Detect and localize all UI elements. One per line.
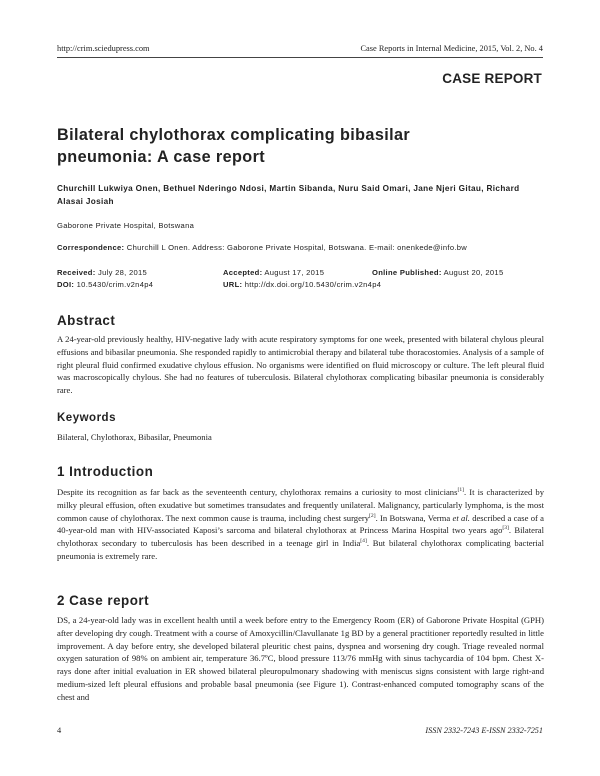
citation-4[interactable]: [4] [360,538,367,545]
intro-text-1: Despite its recognition as far back as the seventeenth century, chylothorax remains a curiosity to most clinicians [57,487,458,497]
intro-text-6: . But bilateral chylothorax complicating bacterial pneumonia is extremely rare. [57,538,545,561]
header-rule [57,57,543,58]
introduction-heading: 1 Introduction [57,464,154,479]
issn: ISSN 2332-7243 E-ISSN 2332-7251 [425,726,543,735]
correspondence-text: Churchill L Onen. Address: Gaborone Private Hospital, Botswana. E-mail: onenkede@info.bw [126,243,468,252]
doi-url [223,280,381,289]
journal-url[interactable]: http://crim.sciedupress.com [57,44,150,53]
correspondence-label: Correspondence: [57,243,125,252]
affiliation: Gaborone Private Hospital, Botswana [57,221,195,230]
citation-3[interactable]: [3] [502,525,509,532]
article-title: Bilateral chylothorax complicating bibasilar pneumonia: A case report [57,126,411,166]
intro-text-5: . Bilateral chylothorax secondary to tuberculosis has been described in a teenage girl in India [57,525,545,549]
citation-1[interactable]: [1] [457,487,464,494]
accepted-date [223,268,324,277]
accepted-label: Accepted: [223,268,263,277]
journal-citation: Case Reports in Internal Medicine, 2015, Vol. 2, No. 4 [360,44,543,53]
correspondence [57,243,467,252]
intro-et-al: et al. [452,512,470,523]
abstract-heading: Abstract [57,313,116,328]
received-label: Received: [57,268,96,277]
article-type-label: CASE REPORT [442,71,542,86]
keywords-text: Bilateral, Chylothorax, Bibasilar, Pneumonia [57,432,212,442]
accepted-value: August 17, 2015 [264,268,325,277]
received-date [57,268,147,277]
doi [57,280,153,289]
online-published-date [372,268,503,277]
intro-text-4: described a case of a 40-year-old man with HIV-associated Kaposi’s sarcoma and bilateral chylothorax at Princess Marina Hospital two years ago [57,512,544,536]
case-report-heading: 2 Case report [57,593,150,608]
received-value: July 28, 2015 [98,268,148,277]
case-report-text: DS, a 24-year-old lady was in excellent health until a week before entry to the Emergency Room (ER) of Gaborone Private Hospital (GPH) after developing dry cough. Treatment with a course of Amoxycillin/Clavullanate 1g BD by a general practitioner reportedly resulted in little improvement. A day before entry, she developed bilateral pleuritic chest pains, dyspnea and worsening dry cough. Triage revealed normal oxygen saturation of 98% on ambient air, temperature 36.7ºC, blood pressure 113/76 mmHg with sinus tachycardia of 104 bpm. Chest X-rays done after initial evaluation in ER showed bilateral pleuropulmonary shadowing with meniscus signs consistent with large right-and medium-sized left pleural effusions and probable basal pneumonia (see Figure 1). Contrast-enhanced computed tomography scans of the chest and [57,615,544,702]
online-label: Online Published: [372,268,442,277]
intro-text-2: . It is characterized by milky pleural effusion, often exudative but sometimes transudates and frequently unilateral. Malignancy, particularly lymphoma, is the most common cause of chylothorax. The next common cause is trauma, including chest surgery [57,487,544,523]
url-link[interactable]: http://dx.doi.org/10.5430/crim.v2n4p4 [244,280,382,289]
online-value: August 20, 2015 [443,268,504,277]
intro-text-3: . In Botswana, Verma [375,512,453,523]
page-number: 4 [57,726,62,735]
introduction-text [57,486,544,563]
url-label: URL: [223,280,243,289]
keywords-heading: Keywords [57,412,116,424]
doi-label: DOI: [57,280,75,289]
citation-2[interactable]: [2] [369,512,376,519]
abstract-text: A 24-year-old previously healthy, HIV-negative lady with acute respiratory symptoms for one week, presented with bilateral chylous pleural effusions and bibasilar pneumonia. She responded rapidly to antimicrobial therapy and bilateral tube thoracostomies. Analysis of a sample of right pleural fluid confirmed exudative chylous effusion. No organisms were identified on fluid microscopy or culture. The left pleural fluid was macroscopically chylous. She had no features of tuberculosis. Bilateral chylothorax complicating bibasilar pneumonia is considerably rare. [57,334,544,396]
author-list: Churchill Lukwiya Onen, Bethuel Nderingo Ndosi, Martin Sibanda, Nuru Said Omari, Jane Njeri Gitau, Richard Alasai Josiah [57,184,520,206]
doi-value: 10.5430/crim.v2n4p4 [76,280,154,289]
